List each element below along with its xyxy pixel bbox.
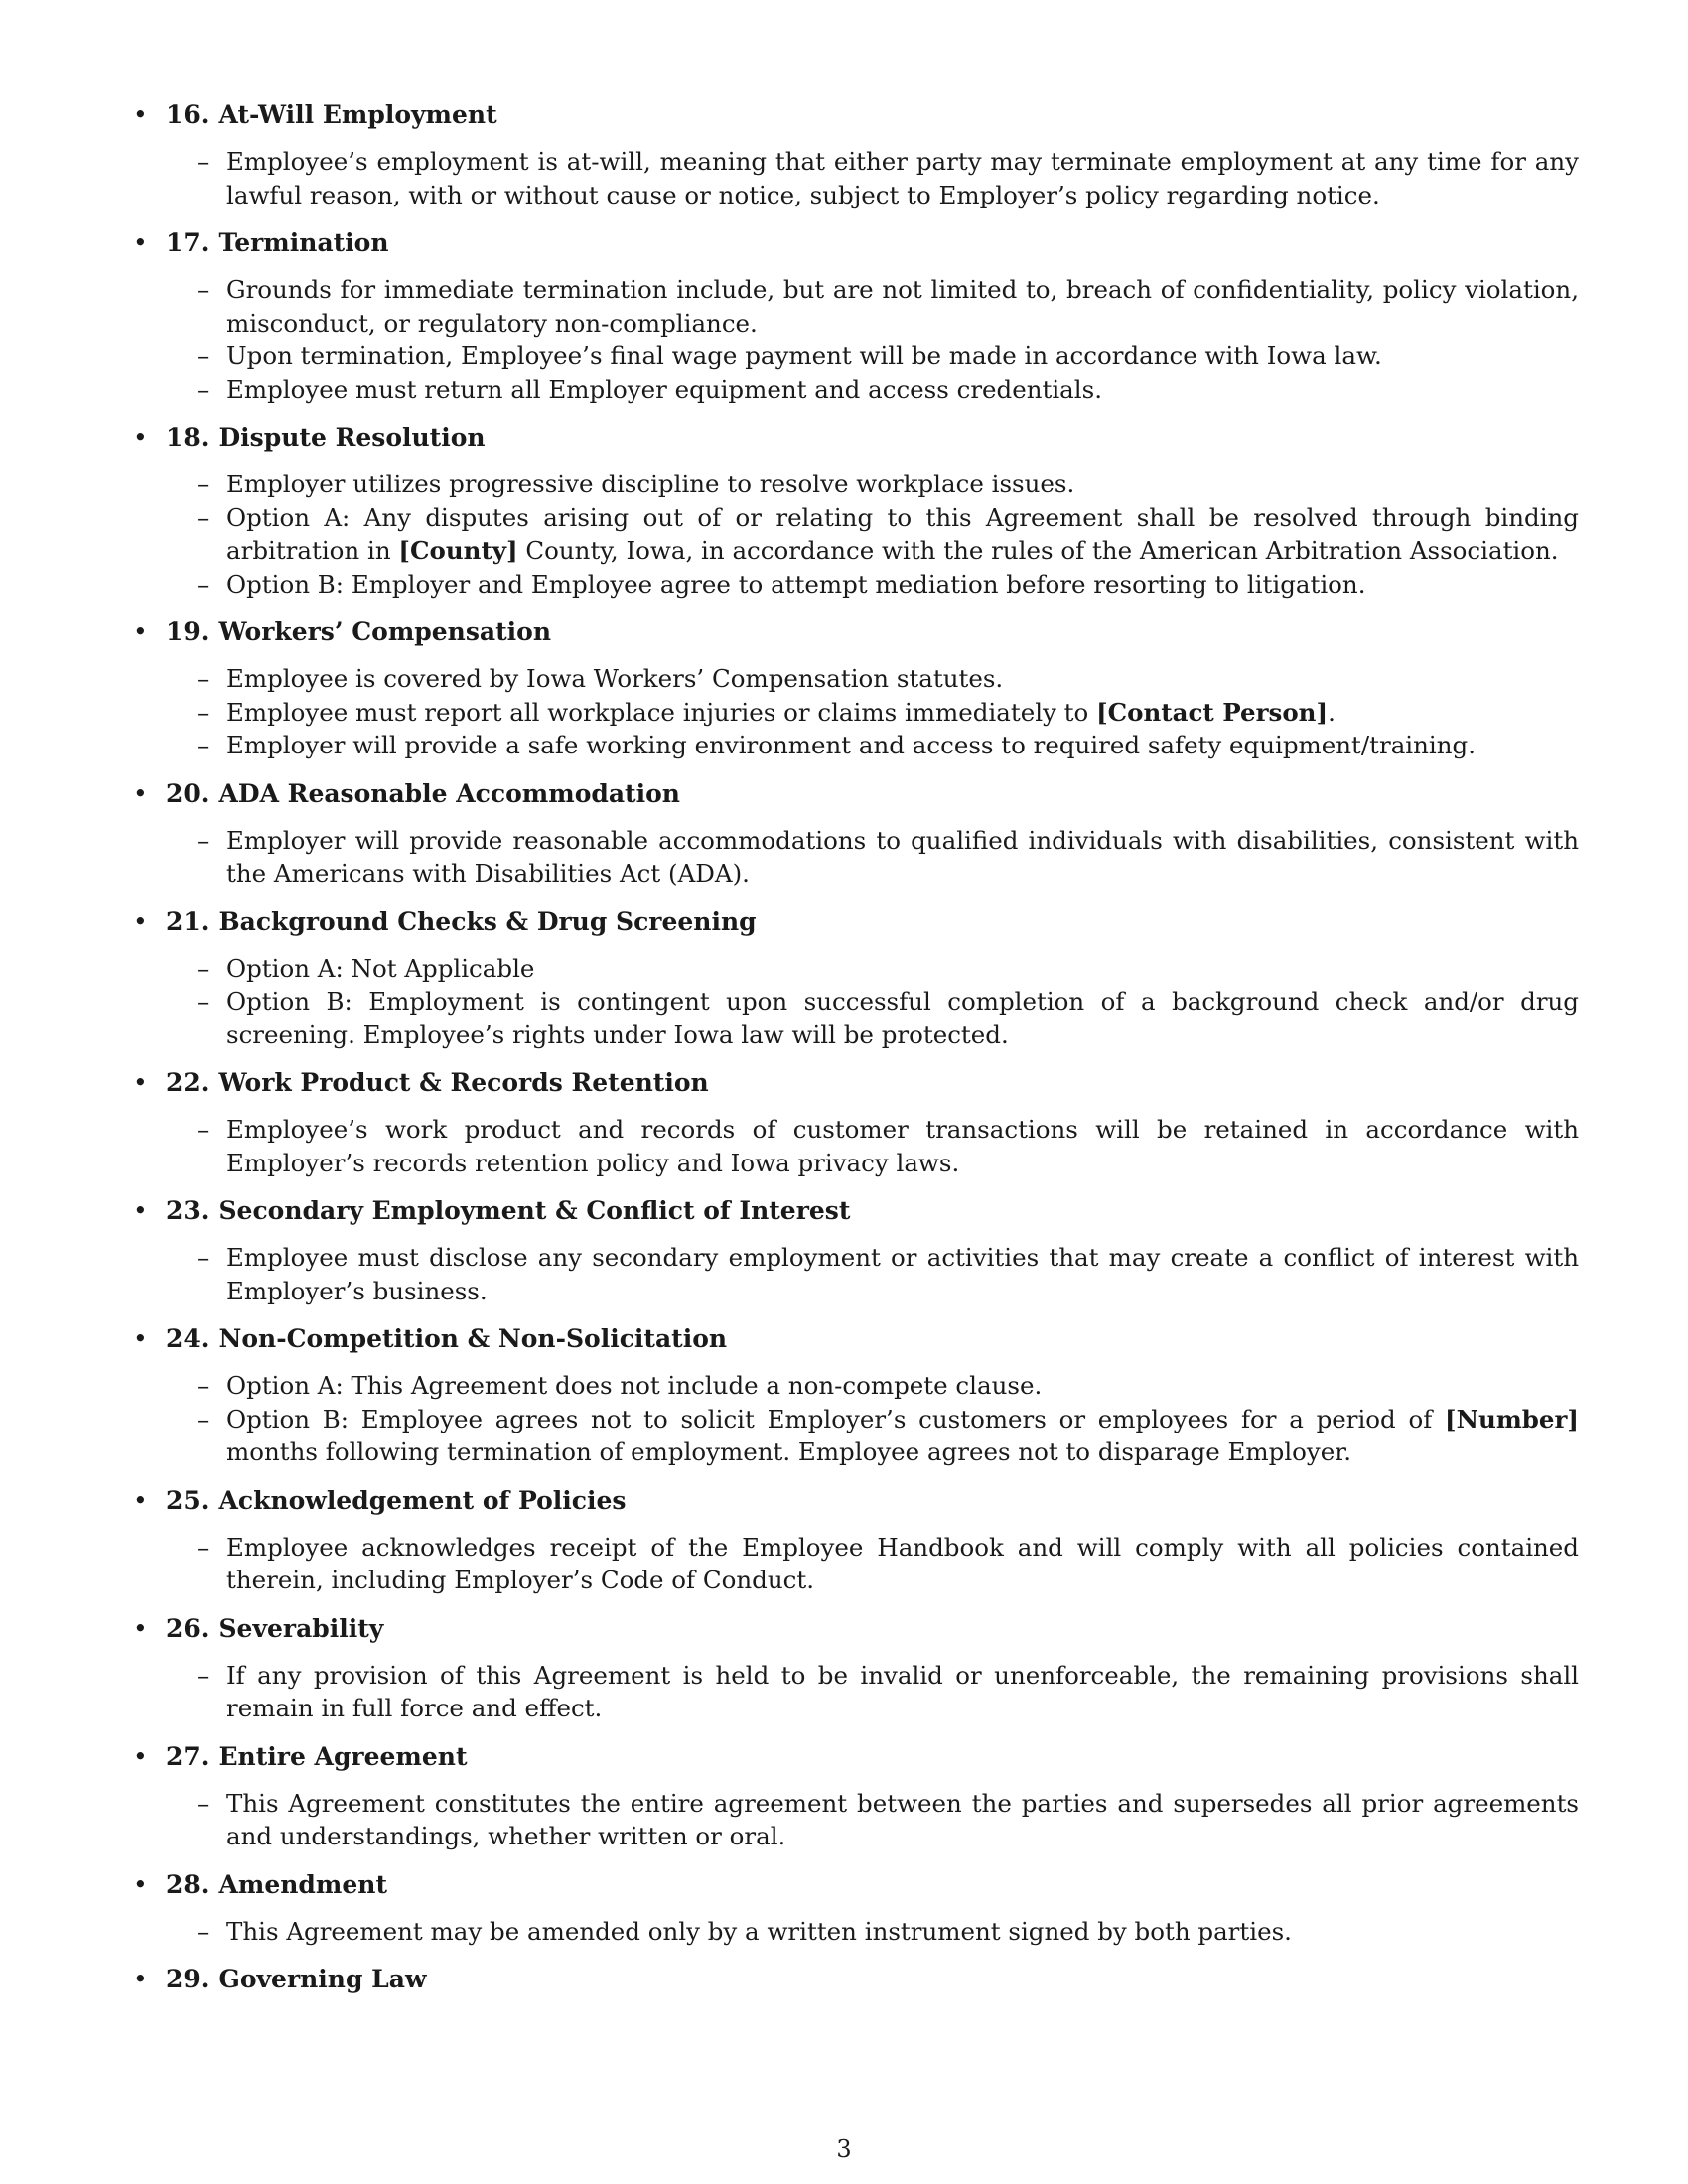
section-heading: [133, 906, 1579, 938]
section-number: 22.: [166, 1068, 210, 1097]
clause-item: [133, 1403, 1579, 1469]
clause-list: [133, 662, 1579, 762]
clause-item: [133, 1369, 1579, 1403]
section-number: 29.: [166, 1965, 210, 1993]
section: [133, 1323, 1579, 1469]
clause-item: [133, 696, 1579, 730]
page-number: 3: [836, 2135, 852, 2163]
clause-text: Employee’s work product and records of customer transactions will be retained in accordance with Employer’s records retention policy and Iowa privacy laws.: [226, 1115, 1579, 1177]
section-heading: [133, 1195, 1579, 1227]
section: [133, 778, 1579, 890]
clause-text: months following termination of employment. Employee agrees not to disparage Employer.: [226, 1437, 1352, 1466]
section-number: 17.: [166, 228, 210, 257]
clause-text: County, Iowa, in accordance with the rules of the American Arbitration Association.: [517, 536, 1559, 565]
clause-text: This Agreement may be amended only by a written instrument signed by both parties.: [226, 1916, 1292, 1946]
clause-item: [133, 568, 1579, 602]
clause-text: Employer will provide a safe working environment and access to required safety equipment/training.: [226, 731, 1477, 759]
section-title: Governing Law: [218, 1965, 427, 1993]
clause-item: [133, 373, 1579, 407]
section-title: Background Checks & Drug Screening: [218, 906, 757, 936]
clause-item: [133, 145, 1579, 211]
section-number: 18.: [166, 423, 210, 452]
section: [133, 906, 1579, 1052]
clause-list: [133, 1787, 1579, 1853]
clause-text: Upon termination, Employee’s final wage payment will be made in accordance with Iowa law.: [226, 341, 1382, 370]
clause-text: This Agreement constitutes the entire agreement between the parties and supersedes all prior agreements and understandings, whether written or oral.: [226, 1788, 1579, 1850]
clause-item: [133, 662, 1579, 696]
section-heading: [133, 422, 1579, 454]
section-title: Work Product & Records Retention: [218, 1068, 709, 1097]
section-title: Severability: [218, 1613, 384, 1643]
clause-item: [133, 1531, 1579, 1597]
clause-list: [133, 1113, 1579, 1179]
clause-list: [133, 1369, 1579, 1469]
section-heading: [133, 99, 1579, 131]
clause-item: [133, 1915, 1579, 1949]
section: [133, 616, 1579, 762]
clause-item: [133, 824, 1579, 890]
placeholder-field: [Contact Person]: [1096, 697, 1329, 727]
clause-item: [133, 952, 1579, 986]
section-title: Amendment: [218, 1869, 387, 1899]
clause-text: Employee acknowledges receipt of the Employee Handbook and will comply with all policies contained therein, including Employer’s Code of Conduct.: [226, 1532, 1579, 1594]
section-heading: [133, 1323, 1579, 1355]
section: [133, 1485, 1579, 1597]
clause-list: [133, 1915, 1579, 1949]
section-heading: [133, 227, 1579, 259]
section-title: Acknowledgement of Policies: [218, 1485, 627, 1515]
section: [133, 1195, 1579, 1307]
clause-item: [133, 501, 1579, 568]
clause-list: [133, 1659, 1579, 1725]
clause-text: Employee’s employment is at-will, meaning that either party may terminate employment at any time for any lawful reason, with or without cause or notice, subject to Employer’s policy regarding notice.: [226, 147, 1579, 209]
section-number: 28.: [166, 1869, 210, 1899]
section: [133, 422, 1579, 601]
clause-text: Employee is covered by Iowa Workers’ Compensation statutes.: [226, 664, 1004, 693]
clause-text: .: [1328, 697, 1336, 727]
section-title: Entire Agreement: [218, 1741, 468, 1771]
section: [133, 99, 1579, 211]
section-number: 25.: [166, 1485, 210, 1515]
clause-item: [133, 273, 1579, 340]
clause-item: [133, 1113, 1579, 1179]
clause-list: [133, 1531, 1579, 1597]
clause-list: [133, 952, 1579, 1052]
section-title: Secondary Employment & Conflict of Interest: [218, 1196, 851, 1225]
clause-item: [133, 1787, 1579, 1853]
clause-text: Option A: Not Applicable: [226, 953, 535, 983]
clause-list: [133, 273, 1579, 406]
clause-text: Option A: This Agreement does not include a non-compete clause.: [226, 1371, 1043, 1400]
clause-text: Option B: Employer and Employee agree to attempt mediation before resorting to litigation.: [226, 569, 1366, 599]
clause-text: Employee must disclose any secondary employment or activities that may create a conflict of interest with Employer’s business.: [226, 1243, 1579, 1305]
section: [133, 1741, 1579, 1853]
section: [133, 1613, 1579, 1725]
section-number: 19.: [166, 617, 210, 646]
section-heading: [133, 1485, 1579, 1517]
clause-text: If any provision of this Agreement is held to be invalid or unenforceable, the remaining provisions shall remain in full force and effect.: [226, 1660, 1579, 1722]
section-number: 24.: [166, 1324, 210, 1353]
section-number: 23.: [166, 1196, 210, 1225]
clause-text: Employee must return all Employer equipment and access credentials.: [226, 374, 1102, 404]
clause-text: Employer will provide reasonable accommodations to qualified individuals with disabilities, consistent with the Americans with Disabilities Act (ADA).: [226, 825, 1579, 887]
clause-text: Employee must report all workplace injuries or claims immediately to: [226, 697, 1097, 727]
clause-text: Employer utilizes progressive discipline to resolve workplace issues.: [226, 470, 1075, 498]
section: [133, 1964, 1579, 1995]
section: [133, 1869, 1579, 1949]
placeholder-field: [Number]: [1445, 1404, 1579, 1433]
section-heading: [133, 1613, 1579, 1645]
section-list: [133, 99, 1579, 2011]
clause-item: [133, 340, 1579, 373]
section-number: 26.: [166, 1613, 210, 1643]
section-title: At-Will Employment: [218, 100, 497, 129]
clause-item: [133, 985, 1579, 1051]
section-number: 20.: [166, 778, 210, 808]
clause-text: Grounds for immediate termination include, but are not limited to, breach of confidentiality, policy violation, misconduct, or regulatory non-compliance.: [226, 275, 1579, 338]
clause-item: [133, 1659, 1579, 1725]
section-heading: [133, 1067, 1579, 1099]
clause-item: [133, 1241, 1579, 1307]
clause-text: Option A: Any disputes arising out of or relating to this Agreement shall be resolved through binding arbitration in: [226, 502, 1579, 565]
clause-list: [133, 468, 1579, 601]
section-number: 27.: [166, 1741, 210, 1771]
clause-list: [133, 1241, 1579, 1307]
section: [133, 1067, 1579, 1179]
section-heading: [133, 778, 1579, 810]
section: [133, 227, 1579, 406]
clause-text: Option B: Employee agrees not to solicit Employer’s customers or employees for a period of: [226, 1404, 1446, 1433]
clause-list: [133, 824, 1579, 890]
section-title: Non-Competition & Non-Solicitation: [218, 1324, 728, 1353]
section-number: 16.: [166, 100, 210, 129]
clause-list: [133, 145, 1579, 211]
section-heading: [133, 616, 1579, 648]
clause-item: [133, 729, 1579, 762]
section-heading: [133, 1964, 1579, 1995]
clause-item: [133, 468, 1579, 501]
section-number: 21.: [166, 906, 210, 936]
clause-text: Option B: Employment is contingent upon successful completion of a background check and/or drug screening. Employee’s rights under Iowa law will be protected.: [226, 987, 1579, 1049]
placeholder-field: [County]: [398, 536, 518, 565]
section-title: Dispute Resolution: [218, 423, 486, 452]
section-title: Termination: [218, 228, 389, 257]
section-title: ADA Reasonable Accommodation: [218, 778, 680, 808]
section-heading: [133, 1741, 1579, 1773]
section-heading: [133, 1869, 1579, 1901]
section-title: Workers’ Compensation: [218, 617, 552, 646]
